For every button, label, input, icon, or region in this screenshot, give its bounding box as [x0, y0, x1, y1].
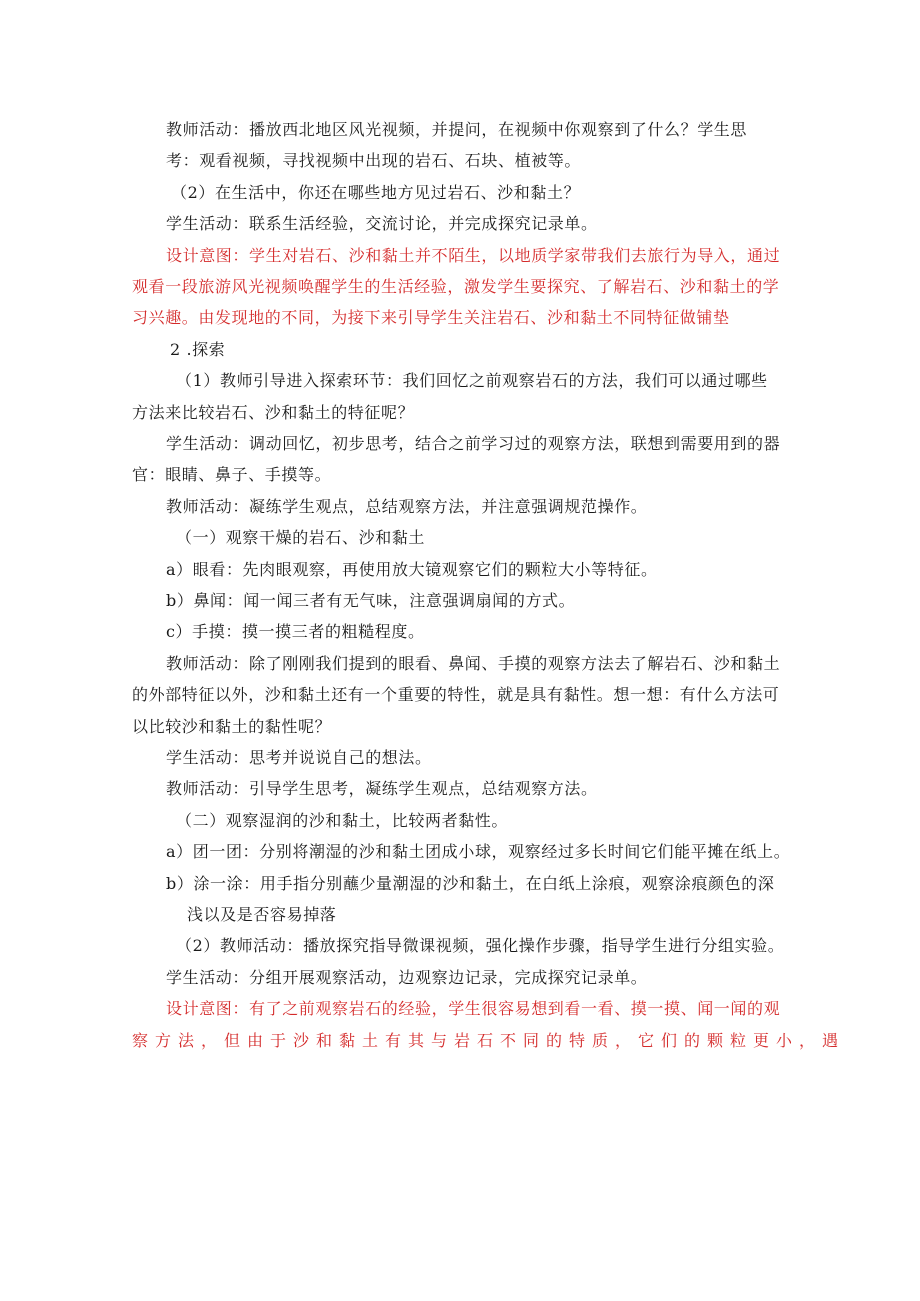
- paragraph-teacher-activity-line-2: 考：观看视频，寻找视频中出现的岩石、石块、植被等。: [166, 151, 582, 170]
- design-intent-line-3: 习兴趣。由发现地的不同，为接下来引导学生关注岩石、沙和黏土不同特征做铺垫: [132, 308, 730, 327]
- list-item-smear-line-2: 浅以及是否容易掉落: [187, 905, 337, 924]
- paragraph-student-activity: 学生活动：联系生活经验，交流讨论，并完成探究记录单。: [166, 214, 598, 233]
- subheading-wet-observation: （二）观察湿润的沙和黏土，比较两者黏性。: [176, 811, 509, 830]
- paragraph-life-question: （2）在生活中，你还在哪些地方见过岩石、沙和黏土？: [171, 183, 581, 202]
- paragraph-student-recall-line-2: 官：眼睛、鼻子、手摸等。: [132, 465, 332, 484]
- paragraph-explore-intro-line-1: （1）教师引导进入探索环节：我们回忆之前观察岩石的方法，我们可以通过哪些: [176, 371, 768, 390]
- design-intent-line-1: 设计意图：学生对岩石、沙和黏土并不陌生，以地质学家带我们去旅行为导入，通过: [166, 246, 781, 265]
- list-item-nose-smell: b）鼻闻：闻一闻三者有无气味，注意强调扇闻的方式。: [166, 591, 576, 610]
- design-intent-2-line-1: 设计意图：有了之前观察岩石的经验，学生很容易想到看一看、摸一摸、闻一闻的观: [166, 999, 781, 1018]
- paragraph-teacher-viscosity-line-3: 以比较沙和黏土的黏性呢？: [132, 717, 332, 736]
- paragraph-student-think: 学生活动：思考并说说自己的想法。: [166, 748, 432, 767]
- paragraph-student-group: 学生活动：分组开展观察活动，边观察边记录，完成探究记录单。: [166, 968, 648, 987]
- paragraph-teacher-viscosity-line-2: 的外部特征以外，沙和黏土还有一个重要的特性，就是具有黏性。想一想：有什么方法可: [132, 685, 780, 704]
- list-item-eye-look: a）眼看：先肉眼观察，再使用放大镜观察它们的颗粒大小等特征。: [166, 560, 658, 579]
- subheading-dry-observation: （一）观察干燥的岩石、沙和黏土: [176, 528, 426, 547]
- list-item-hand-touch: c）手摸：摸一摸三者的粗糙程度。: [166, 622, 425, 641]
- design-intent-2-line-2: 察方法，但由于沙和黏土有其与岩石不同的特质，它们的颗粒更小，遇: [132, 1031, 846, 1050]
- list-item-ball-roll: a）团一团：分别将潮湿的沙和黏土团成小球，观察经过多长时间它们能平摊在纸上。: [166, 842, 791, 861]
- paragraph-teacher-summarize: 教师活动：凝练学生观点，总结观察方法，并注意强调规范操作。: [166, 497, 648, 516]
- paragraph-student-recall-line-1: 学生活动：调动回忆，初步思考，结合之前学习过的观察方法，联想到需要用到的器: [166, 434, 781, 453]
- section-heading-explore: 2 .探索: [170, 340, 226, 359]
- paragraph-teacher-activity-line-1: 教师活动：播放西北地区风光视频，并提问，在视频中你观察到了什么？学生思: [166, 120, 748, 139]
- design-intent-line-2: 观看一段旅游风光视频唤醒学生的生活经验，激发学生要探究、了解岩石、沙和黏土的学: [132, 277, 780, 296]
- paragraph-explore-intro-line-2: 方法来比较岩石、沙和黏土的特征呢？: [132, 403, 415, 422]
- paragraph-teacher-video: （2）教师活动：播放探究指导微课视频，强化操作步骤，指导学生进行分组实验。: [176, 936, 785, 955]
- list-item-smear-line-1: b）涂一涂：用手指分别蘸少量潮湿的沙和黏土，在白纸上涂痕，观察涂痕颜色的深: [166, 874, 775, 893]
- paragraph-teacher-guide: 教师活动：引导学生思考，凝练学生观点，总结观察方法。: [166, 779, 598, 798]
- paragraph-teacher-viscosity-line-1: 教师活动：除了刚刚我们提到的眼看、鼻闻、手摸的观察方法去了解岩石、沙和黏土: [166, 654, 781, 673]
